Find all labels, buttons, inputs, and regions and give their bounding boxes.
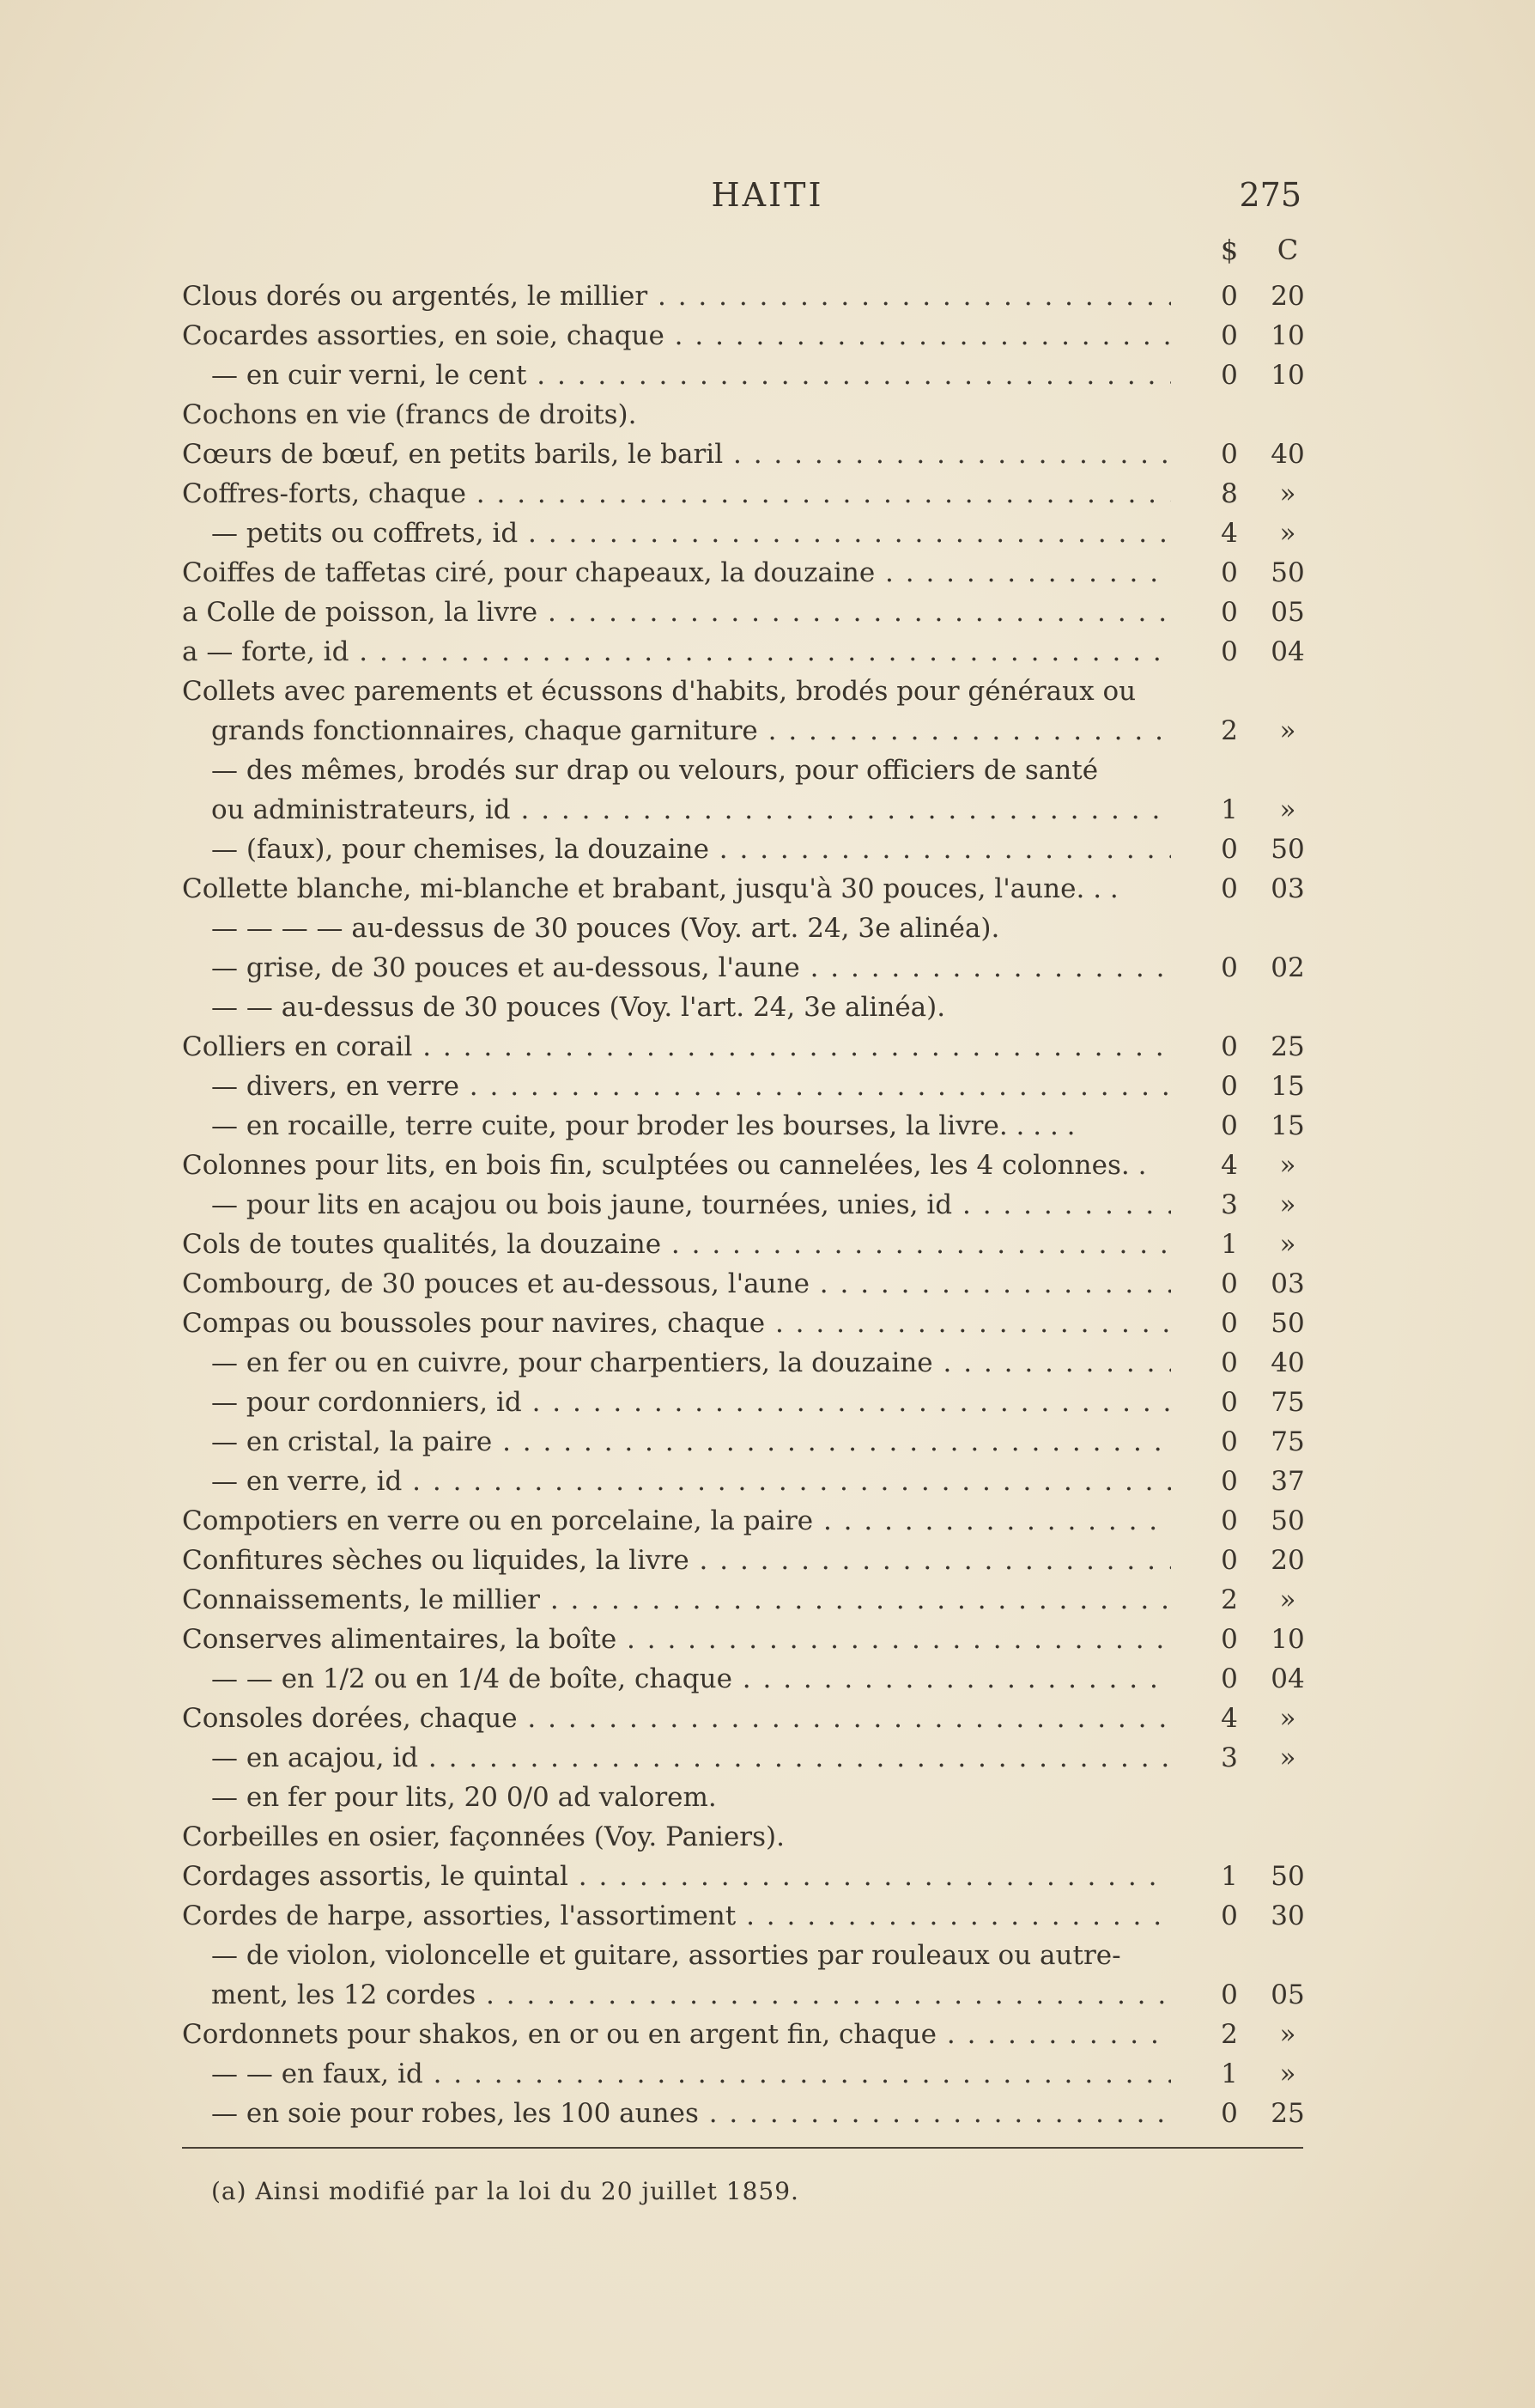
tariff-item-description: Colliers en corail . . . [182, 1027, 1171, 1067]
duty-centimes: 40 [1271, 1347, 1305, 1378]
tariff-row [0, 1067, 1535, 1106]
tariff-item-description: Connaissements, le millier . . . [182, 1580, 1171, 1620]
duty-francs: 2 [1221, 715, 1238, 746]
tariff-item-description: — grise, de 30 pouces et au-dessous, l'aune . . . [211, 948, 1171, 988]
duty-centimes: 40 [1271, 439, 1305, 470]
duty-francs: 0 [1221, 360, 1238, 391]
duty-centimes: » [1279, 518, 1296, 549]
tariff-row [0, 632, 1535, 672]
duty-centimes: 03 [1271, 1268, 1305, 1299]
duty-centimes: 50 [1271, 1861, 1305, 1892]
duty-centimes: » [1279, 2058, 1296, 2089]
tariff-item-description: Coffres-forts, chaque . . . [182, 474, 1171, 514]
tariff-item-description: — en cristal, la paire . . . [211, 1422, 1171, 1462]
duty-francs: 1 [1221, 1229, 1238, 1260]
duty-centimes: » [1279, 1742, 1296, 1773]
duty-francs: 0 [1221, 597, 1238, 628]
tariff-item-description: — pour lits en acajou ou bois jaune, tournées, unies, id . . . [211, 1185, 1171, 1225]
tariff-item-description: — en fer ou en cuivre, pour charpentiers, la douzaine . . . [211, 1343, 1171, 1383]
duty-francs: 4 [1221, 1703, 1238, 1734]
duty-centimes: 05 [1271, 1979, 1305, 2010]
duty-centimes: 04 [1271, 1663, 1305, 1694]
tariff-row [0, 1738, 1535, 1778]
tariff-row [0, 474, 1535, 514]
tariff-row [0, 1462, 1535, 1501]
duty-francs: 4 [1221, 1150, 1238, 1181]
duty-francs: 1 [1221, 1861, 1238, 1892]
tariff-row [0, 514, 1535, 553]
tariff-row [0, 316, 1535, 356]
duty-centimes: » [1279, 1703, 1296, 1734]
tariff-item-description: Cordonnets pour shakos, en or ou en argent fin, chaque . . . [182, 2015, 1171, 2054]
duty-francs: 0 [1221, 1031, 1238, 1062]
duty-francs: 0 [1221, 1387, 1238, 1418]
duty-francs: 0 [1221, 439, 1238, 470]
duty-francs: 0 [1221, 2098, 1238, 2129]
duty-centimes: 04 [1271, 636, 1305, 667]
tariff-row [0, 1146, 1535, 1185]
tariff-item-description: — (faux), pour chemises, la douzaine . . . [211, 830, 1171, 869]
tariff-row [0, 2015, 1535, 2054]
tariff-item-description: — en fer pour lits, 20 0/0 ad valorem. [211, 1782, 717, 1813]
tariff-item-description: Collets avec parements et écussons d'habits, brodés pour généraux ou [182, 676, 1137, 707]
tariff-row [0, 751, 1535, 790]
tariff-row [0, 909, 1535, 948]
duty-centimes: 10 [1271, 360, 1305, 391]
tariff-item-description: Compotiers en verre ou en porcelaine, la paire . . . [182, 1501, 1171, 1541]
duty-centimes: » [1279, 2019, 1296, 2050]
centimes-column-header: C [1277, 234, 1299, 266]
duty-centimes: 50 [1271, 834, 1305, 865]
duty-francs: 0 [1221, 1110, 1238, 1141]
tariff-item-description: Confitures sèches ou liquides, la livre . . . [182, 1541, 1171, 1580]
tariff-item-description: Collette blanche, mi-blanche et brabant, jusqu'à 30 pouces, l'aune. . . [182, 873, 1119, 904]
page-header [0, 176, 1535, 228]
duty-francs: 0 [1221, 557, 1238, 588]
tariff-item-description: Cordes de harpe, assorties, l'assortiment . . . [182, 1896, 1171, 1936]
tariff-row [0, 1343, 1535, 1383]
tariff-item-description: Compas ou boussoles pour navires, chaque . . . [182, 1304, 1171, 1343]
duty-francs: 3 [1221, 1189, 1238, 1220]
tariff-item-description: — en cuir verni, le cent . . . [211, 356, 1171, 395]
duty-francs: 3 [1221, 1742, 1238, 1773]
tariff-item-description: — — en 1/2 ou en 1/4 de boîte, chaque . . . [211, 1659, 1171, 1699]
tariff-item-description: — en rocaille, terre cuite, pour broder les bourses, la livre. . . . . [211, 1110, 1076, 1141]
tariff-row [0, 1304, 1535, 1343]
tariff-row [0, 1659, 1535, 1699]
tariff-row [0, 1422, 1535, 1462]
francs-column-header: $ [1220, 234, 1239, 266]
tariff-item-description: Consoles dorées, chaque . . . [182, 1699, 1171, 1738]
tariff-item-description: Cocardes assorties, en soie, chaque . . . [182, 316, 1171, 356]
duty-centimes: » [1279, 1584, 1296, 1615]
tariff-row [0, 1541, 1535, 1580]
duty-francs: 0 [1221, 873, 1238, 904]
tariff-item-description: — des mêmes, brodés sur drap ou velours, pour officiers de santé [211, 755, 1099, 786]
duty-centimes: 05 [1271, 597, 1305, 628]
footnote: (a) Ainsi modifié par la loi du 20 juillet 1859. [211, 2177, 799, 2205]
tariff-row [0, 711, 1535, 751]
duty-centimes: 25 [1271, 2098, 1305, 2129]
tariff-item-description: ou administrateurs, id . . . [211, 790, 1171, 830]
duty-francs: 0 [1221, 1663, 1238, 1694]
duty-centimes: 50 [1271, 1505, 1305, 1536]
tariff-item-description: — en verre, id . . . [211, 1462, 1171, 1501]
tariff-item-description: — pour cordonniers, id . . . [211, 1383, 1171, 1422]
tariff-row [0, 593, 1535, 632]
duty-francs: 4 [1221, 518, 1238, 549]
duty-centimes: 20 [1271, 281, 1305, 312]
tariff-row [0, 1225, 1535, 1264]
page-number: 275 [1239, 176, 1301, 214]
duty-centimes: 15 [1271, 1071, 1305, 1102]
tariff-item-description: Coiffes de taffetas ciré, pour chapeaux, la douzaine . . . [182, 553, 1171, 593]
duty-centimes: 50 [1271, 1308, 1305, 1339]
tariff-row [0, 1857, 1535, 1896]
tariff-item-description: — divers, en verre . . . [211, 1067, 1171, 1106]
duty-centimes: 10 [1271, 1624, 1305, 1655]
duty-francs: 0 [1221, 1071, 1238, 1102]
duty-centimes: 30 [1271, 1900, 1305, 1931]
tariff-row [0, 672, 1535, 711]
tariff-item-description: — en acajou, id . . . [211, 1738, 1171, 1778]
duty-francs: 0 [1221, 1979, 1238, 2010]
tariff-row [0, 1580, 1535, 1620]
duty-centimes: 75 [1271, 1387, 1305, 1418]
tariff-row [0, 790, 1535, 830]
tariff-item-description: Combourg, de 30 pouces et au-dessous, l'aune . . . [182, 1264, 1171, 1304]
duty-centimes: 02 [1271, 952, 1305, 983]
duty-centimes: 15 [1271, 1110, 1305, 1141]
duty-centimes: 25 [1271, 1031, 1305, 1062]
tariff-row [0, 356, 1535, 395]
tariff-item-description: — de violon, violoncelle et guitare, assorties par rouleaux ou autre- [211, 1940, 1121, 1971]
tariff-item-description: Clous dorés ou argentés, le millier . . . [182, 277, 1171, 316]
tariff-item-description: — en soie pour robes, les 100 aunes . . . [211, 2094, 1171, 2133]
tariff-item-description: Corbeilles en osier, façonnées (Voy. Paniers). [182, 1821, 785, 1852]
tariff-row [0, 1817, 1535, 1857]
tariff-item-description: grands fonctionnaires, chaque garniture . . . [211, 711, 1171, 751]
tariff-item-description: Conserves alimentaires, la boîte . . . [182, 1620, 1171, 1659]
duty-centimes: 37 [1271, 1466, 1305, 1497]
tariff-item-description: a Colle de poisson, la livre . . . [182, 593, 1171, 632]
duty-francs: 0 [1221, 1545, 1238, 1576]
duty-francs: 0 [1221, 1900, 1238, 1931]
duty-centimes: » [1279, 715, 1296, 746]
duty-francs: 0 [1221, 952, 1238, 983]
duty-francs: 0 [1221, 320, 1238, 351]
tariff-row [0, 1027, 1535, 1067]
duty-centimes: 75 [1271, 1426, 1305, 1457]
tariff-item-description: Cordages assortis, le quintal . . . [182, 1857, 1171, 1896]
tariff-row [0, 1896, 1535, 1936]
tariff-row [0, 1778, 1535, 1817]
tariff-row [0, 553, 1535, 593]
tariff-item-description: ment, les 12 cordes . . . [211, 1975, 1171, 2015]
footnote-rule [182, 2147, 1303, 2149]
duty-centimes: 20 [1271, 1545, 1305, 1576]
tariff-item-description: Cols de toutes qualités, la douzaine . . . [182, 1225, 1171, 1264]
tariff-row [0, 435, 1535, 474]
tariff-row [0, 1383, 1535, 1422]
duty-francs: 0 [1221, 1347, 1238, 1378]
duty-francs: 2 [1221, 1584, 1238, 1615]
duty-francs: 0 [1221, 1268, 1238, 1299]
duty-francs: 1 [1221, 794, 1238, 825]
tariff-row [0, 948, 1535, 988]
duty-centimes: » [1279, 1150, 1296, 1181]
tariff-row [0, 1936, 1535, 1975]
tariff-item-description: — — — — au-dessus de 30 pouces (Voy. art. 24, 3e alinéa). [211, 913, 1000, 944]
tariff-row [0, 395, 1535, 435]
duty-francs: 0 [1221, 834, 1238, 865]
duty-francs: 0 [1221, 636, 1238, 667]
tariff-item-description: a — forte, id . . . [182, 632, 1171, 672]
tariff-item-description: Colonnes pour lits, en bois fin, sculptées ou cannelées, les 4 colonnes. . [182, 1150, 1147, 1181]
duty-francs: 0 [1221, 1466, 1238, 1497]
duty-centimes: » [1279, 794, 1296, 825]
duty-centimes: » [1279, 478, 1296, 509]
tariff-row [0, 830, 1535, 869]
tariff-row [0, 1620, 1535, 1659]
tariff-row [0, 1975, 1535, 2015]
tariff-item-description: — — en faux, id . . . [211, 2054, 1171, 2094]
tariff-item-description: — petits ou coffrets, id . . . [211, 514, 1171, 553]
duty-francs: 0 [1221, 281, 1238, 312]
duty-centimes: » [1279, 1229, 1296, 1260]
tariff-item-description: Cœurs de bœuf, en petits barils, le baril . . . [182, 435, 1171, 474]
duty-francs: 0 [1221, 1505, 1238, 1536]
tariff-row [0, 869, 1535, 909]
duty-francs: 8 [1221, 478, 1238, 509]
tariff-row [0, 1501, 1535, 1541]
duty-centimes: » [1279, 1189, 1296, 1220]
duty-francs: 0 [1221, 1426, 1238, 1457]
duty-francs: 2 [1221, 2019, 1238, 2050]
duty-francs: 1 [1221, 2058, 1238, 2089]
tariff-row [0, 2094, 1535, 2133]
duty-francs: 0 [1221, 1308, 1238, 1339]
duty-francs: 0 [1221, 1624, 1238, 1655]
duty-centimes: 10 [1271, 320, 1305, 351]
tariff-row [0, 1699, 1535, 1738]
tariff-row [0, 1185, 1535, 1225]
duty-centimes: 50 [1271, 557, 1305, 588]
tariff-row [0, 988, 1535, 1027]
duty-centimes: 03 [1271, 873, 1305, 904]
tariff-row [0, 1264, 1535, 1304]
running-title: HAITI [711, 176, 824, 214]
tariff-entries [0, 277, 1535, 2133]
tariff-row [0, 1106, 1535, 1146]
tariff-item-description: Cochons en vie (francs de droits). [182, 399, 637, 430]
tariff-row [0, 277, 1535, 316]
column-headers [0, 234, 1535, 277]
tariff-item-description: — — au-dessus de 30 pouces (Voy. l'art. 24, 3e alinéa). [211, 992, 946, 1023]
tariff-row [0, 2054, 1535, 2094]
